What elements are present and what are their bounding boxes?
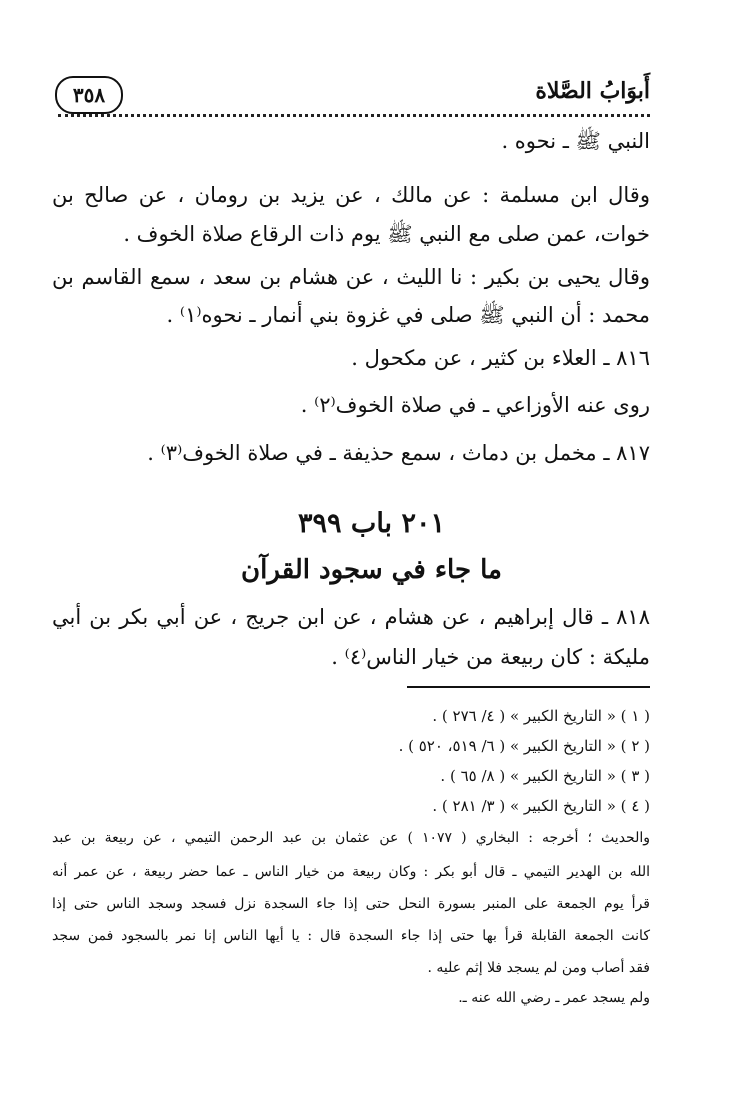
body-line-5: محمد : أن النبي ﷺ صلى في غزوة بني أنمار ـ نحوه⁽١⁾ .: [166, 303, 650, 327]
body-line-4: وقال يحيى بن بكير : نا الليث ، عن هشام بن سعد ، سمع القاسم بن: [52, 265, 650, 289]
footnote-1: ( ١ ) « التاريخ الكبير » ( ٤/ ٢٧٦ ) .: [432, 707, 650, 725]
footnote-4: ( ٤ ) « التاريخ الكبير » ( ٣/ ٢٨١ ) .: [432, 797, 650, 815]
chapter-heading: ٢٠١ باب ٣٩٩: [298, 508, 445, 539]
footnote-2: ( ٢ ) « التاريخ الكبير » ( ٦/ ٥١٩، ٥٢٠ ) .: [398, 737, 650, 755]
note-line-4: كانت الجمعة القابلة قرأ بها حتى إذا جاء السجدة قال : يا أيها الناس إنا نمر بالسجود فمن سجد: [52, 928, 650, 944]
body-line-2: وقال ابن مسلمة : عن مالك ، عن يزيد بن رومان ، عن صالح بن: [52, 183, 650, 207]
entry-817: ٨١٧ ـ مخمل بن دماث ، سمع حذيفة ـ في صلاة الخوف⁽٣⁾ .: [147, 441, 650, 465]
note-line-2: الله بن الهدير التيمي ـ قال أبو بكر : وكان ربيعة من خيار الناس ـ عما حضر ربيعة ، عن عمر أنه: [52, 864, 650, 880]
page-header: [55, 76, 650, 116]
note-line-1: والحديث ؛ أخرجه : البخاري ( ١٠٧٧ ) عن عثمان بن عبد الرحمن التيمي ، عن ربيعة بن عبد: [52, 830, 650, 846]
body-line-7: روى عنه الأوزاعي ـ في صلاة الخوف⁽٢⁾ .: [300, 393, 650, 417]
body-line-1: النبي ﷺ ـ نحوه .: [501, 129, 650, 153]
body-line-3: خوات، عمن صلى مع النبي ﷺ يوم ذات الرقاع صلاة الخوف .: [123, 222, 650, 246]
note-line-3: قرأ يوم الجمعة على المنبر بسورة النحل حتى إذا جاء السجدة نزل فسجد وسجد الناس حتى إذا: [52, 896, 650, 912]
header-divider: [58, 114, 650, 117]
page-number: ٣٥٨: [55, 76, 123, 114]
entry-816: ٨١٦ ـ العلاء بن كثير ، عن مكحول .: [351, 346, 650, 370]
footnote-3: ( ٣ ) « التاريخ الكبير » ( ٨/ ٦٥ ) .: [440, 767, 650, 785]
note-line-6: ولم يسجد عمر ـ رضي الله عنه ـ.: [458, 990, 650, 1006]
entry-818: ٨١٨ ـ قال إبراهيم ، عن هشام ، عن ابن جريج ، عن أبي بكر بن أبي: [52, 605, 650, 629]
footnote-divider: [407, 686, 650, 688]
note-line-5: فقد أصاب ومن لم يسجد فلا إثم عليه .: [427, 960, 650, 976]
chapter-title: ما جاء في سجود القرآن: [241, 555, 502, 585]
body-line-10: مليكة : كان ربيعة من خيار الناس⁽٤⁾ .: [331, 645, 650, 669]
running-title: أَبوَابُ الصَّلاة: [535, 78, 650, 104]
